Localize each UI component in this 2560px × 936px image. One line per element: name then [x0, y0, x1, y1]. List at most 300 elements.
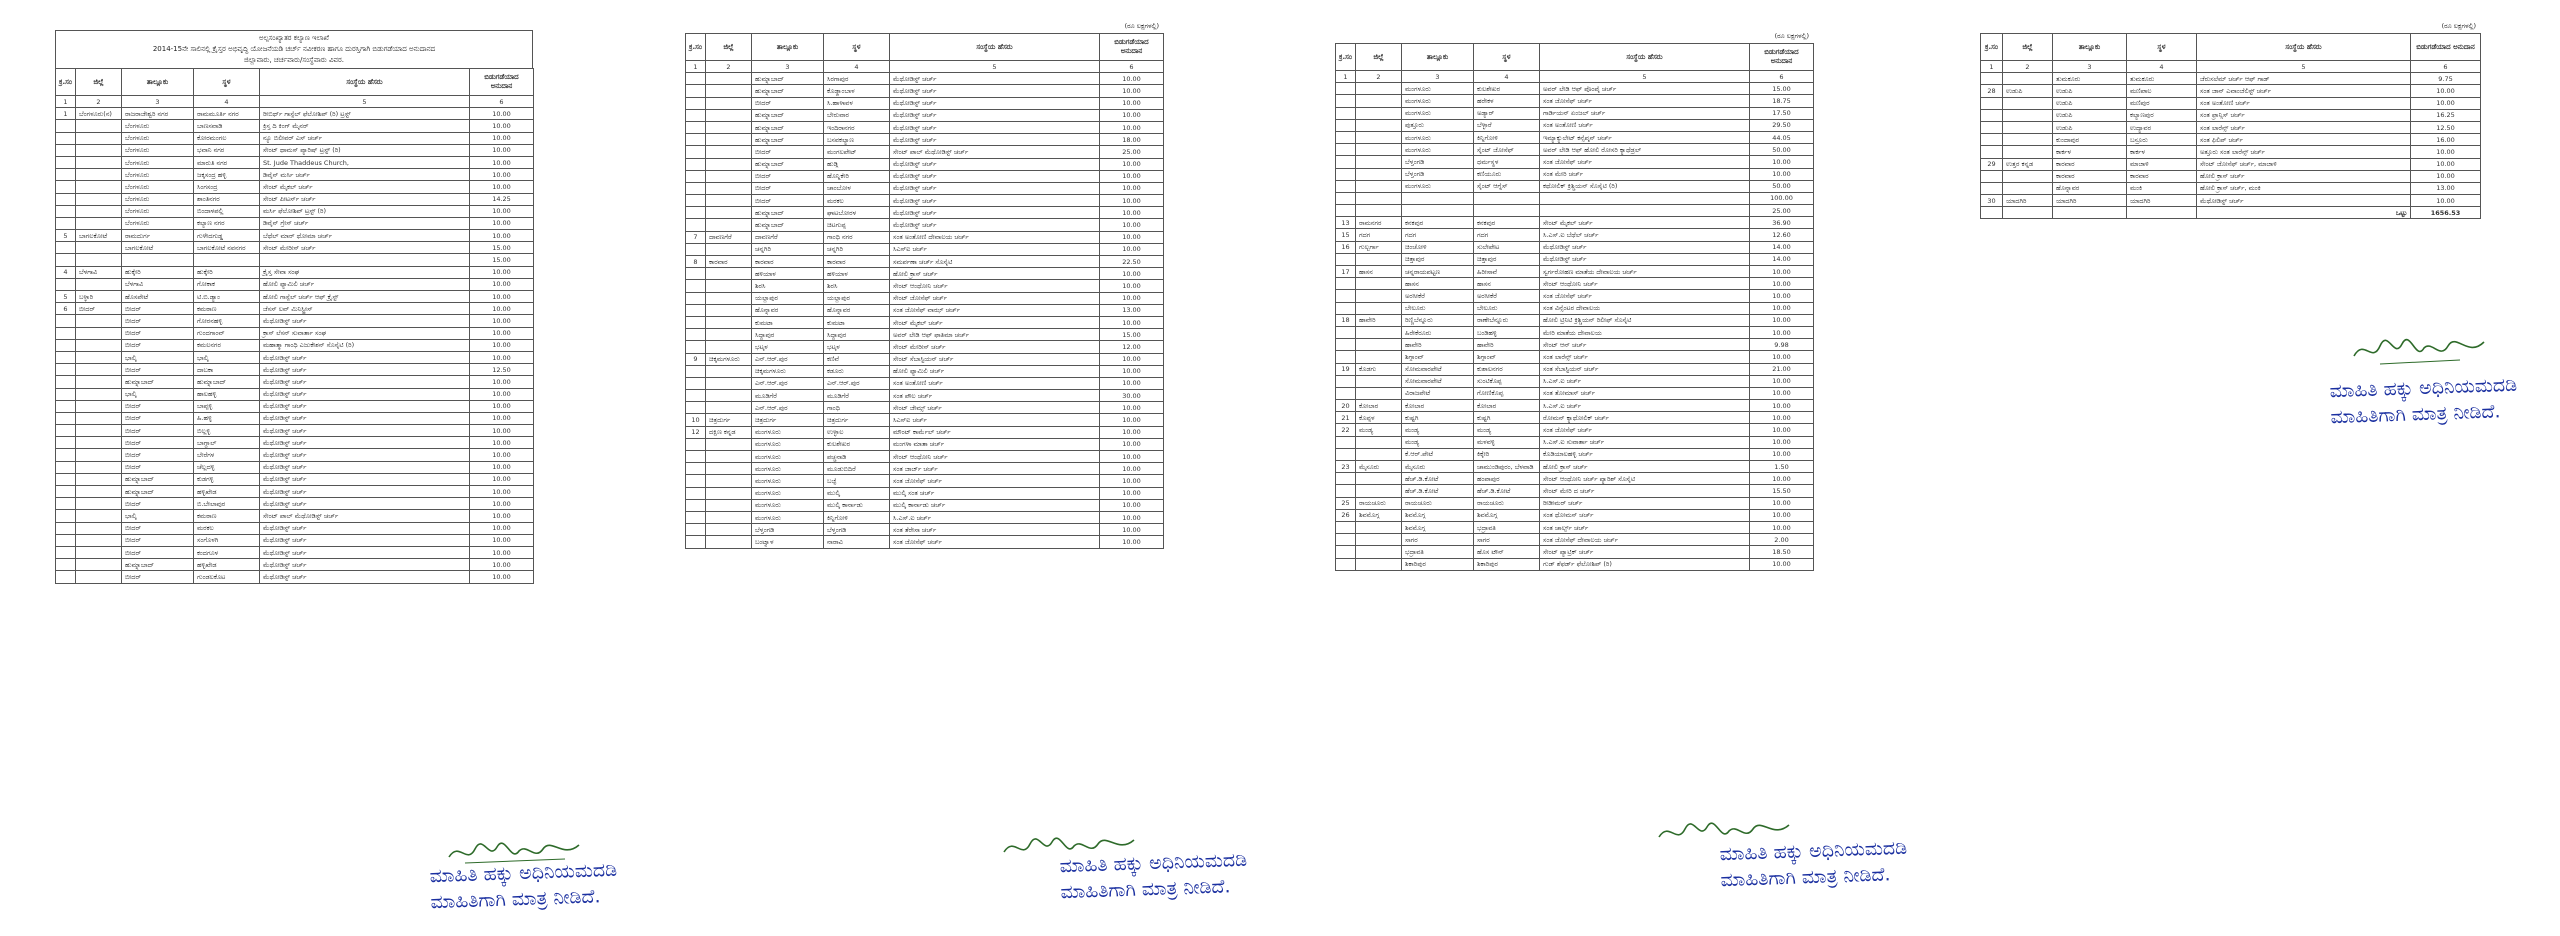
serial-cell [56, 364, 76, 376]
table-row [686, 195, 1164, 207]
district-cell [2003, 97, 2053, 109]
table-row [686, 329, 1164, 341]
table-row [1336, 400, 1814, 412]
serial-cell [56, 388, 76, 400]
table-row [1981, 158, 2481, 170]
serial-cell [1336, 485, 1356, 497]
document-page-3 [1335, 30, 1813, 571]
table-row [1336, 558, 1814, 570]
table-row [686, 304, 1164, 316]
place-cell: ಕಲ್ಯಾಣಪುರ [2127, 109, 2197, 121]
page-title-block [55, 30, 533, 68]
serial-cell [1336, 302, 1356, 314]
serial-cell [686, 536, 706, 548]
serial-cell [56, 242, 76, 254]
district-cell [706, 402, 752, 414]
district-cell [1356, 144, 1402, 156]
taluk-cell: ಮಂಗಳೂರು [752, 499, 824, 511]
serial-cell [56, 546, 76, 558]
serial-cell [1336, 546, 1356, 558]
taluk-cell: ಗದಗ [1402, 229, 1474, 241]
place-cell: ಮಳವಳ್ಳಿ [1474, 436, 1540, 448]
institution-cell: ಸೇಂಟ್ ಜೋಸೆಫ್ ಚರ್ಚ್ [890, 292, 1100, 304]
institution-cell: ಸಂತ ಅಂತೋಣಿ ದೇವಾಲಯ ಚರ್ಚ್ [890, 231, 1100, 243]
amount-cell: 10.00 [1100, 487, 1164, 499]
serial-cell [1981, 73, 2003, 85]
institution-cell: ಹೋಲಿ ಕ್ರಾಸ್ ಚರ್ಚ್, ಮಂಕಿ [2197, 182, 2411, 194]
institution-cell: ಸೇಂಟ್ ಪಾಲ್ ಮೆಥೋಡಿಸ್ಟ್ ಚರ್ಚ್ [890, 146, 1100, 158]
institution-cell: ಹೋಲಿ ಫ್ಯಾಮಿಲಿ ಚರ್ಚ್ [260, 278, 470, 290]
serial-cell [1336, 387, 1356, 399]
place-cell: ಕಮಲನಗರ [194, 339, 260, 351]
place-cell: ಸಾಗರ [1474, 534, 1540, 546]
institution-cell: ಗಾರ್ಡಿಯನ್ ಏಂಜಲ್ ಚರ್ಚ್ [1540, 107, 1750, 119]
taluk-cell: ಯಾದಗಿರಿ [2053, 195, 2127, 207]
district-cell [1356, 119, 1402, 131]
district-cell: ಹಾವೇರಿ [1356, 314, 1402, 326]
institution-cell: ಅವರ್ ಲೇಡಿ ಆಫ್ ಫಾತಿಮಾ ಚರ್ಚ್ [890, 329, 1100, 341]
district-cell [1356, 278, 1402, 290]
taluk-cell: ಬೆಳ್ತಂಗಡಿ [1402, 156, 1474, 168]
column-number: 1 [1981, 61, 2003, 73]
taluk-cell: ಸೋಮವಾರಪೇಟೆ [1402, 363, 1474, 375]
amount-cell: 18.50 [1750, 546, 1814, 558]
table-row [686, 463, 1164, 475]
amount-cell: 10.00 [470, 181, 534, 193]
institution-cell: ಮೇರಿ ಮಾತೆಯ ದೇವಾಲಯ [1540, 326, 1750, 338]
institution-cell: ಅತ್ತೂರು ಸಂತ ಲಾರೆನ್ಸ್ ಚರ್ಚ್ [2197, 146, 2411, 158]
serial-cell [1336, 339, 1356, 351]
place-cell [1474, 192, 1540, 204]
taluk-cell: ಹುಮ್ನಾಬಾದ್ [752, 134, 824, 146]
table-row [56, 278, 534, 290]
table-row [56, 217, 534, 229]
column-number: 6 [470, 96, 534, 108]
taluk-cell: ಮಂಗಳೂರು [752, 451, 824, 463]
place-cell: ಕಾರವಾರ [824, 256, 890, 268]
column-number: 6 [1750, 71, 1814, 83]
column-header-institution: ಸಂಸ್ಥೆಯ ಹೆಸರು [260, 69, 470, 96]
taluk-cell: ಬೀದರ್ [122, 364, 194, 376]
table-row [1336, 521, 1814, 533]
institution-cell: ಹೋಲಿ ಕ್ರಾಸ್ ಚರ್ಚ್ [890, 268, 1100, 280]
table-row [56, 461, 534, 473]
institution-cell: ಡಿವೈನ್ ಮರ್ಸಿ ಚರ್ಚ್ [260, 169, 470, 181]
serial-cell [56, 169, 76, 181]
district-cell [1356, 436, 1402, 448]
amount-cell: 10.00 [470, 522, 534, 534]
serial-cell [56, 376, 76, 388]
taluk-cell: ಬೆಂಗಳೂರು [122, 120, 194, 132]
place-cell: ಶಿಗ್ಗಾಂವ್ [1474, 351, 1540, 363]
serial-cell [1336, 180, 1356, 192]
amount-cell: 22.50 [1100, 256, 1164, 268]
amount-cell: 10.00 [1750, 351, 1814, 363]
taluk-cell: ಬೀದರ್ [122, 461, 194, 473]
institution-cell: ಕೊಡಿಯಾಲಹಳ್ಳಿ ಚರ್ಚ್ [1540, 448, 1750, 460]
amount-cell: 10.00 [1100, 170, 1164, 182]
table-row [686, 511, 1164, 523]
amount-cell: 10.00 [470, 169, 534, 181]
amount-cell: 25.00 [1100, 146, 1164, 158]
amount-cell: 13.00 [1100, 304, 1164, 316]
column-number: 6 [2411, 61, 2481, 73]
place-cell: ಬಾಪ್ಪಳ್ಳಿ [194, 400, 260, 412]
place-cell: ನಾರಾವಿ [824, 536, 890, 548]
table-row [56, 510, 534, 522]
place-cell: ಬೇರುವಾರ [824, 109, 890, 121]
amount-cell: 10.00 [1100, 121, 1164, 133]
table-row [1336, 314, 1814, 326]
amount-cell: 10.00 [470, 559, 534, 571]
place-cell: ಮೂಡುಬಿದಿರೆ [824, 463, 890, 475]
taluk-cell: ಯಲ್ಲಾಪುರ [752, 292, 824, 304]
serial-cell [686, 85, 706, 97]
institution-cell: ಕಥೋಲಿಕ್ ಕ್ರಿಶ್ಚಿಯನ್ ಸೊಸೈಟಿ (ರಿ) [1540, 180, 1750, 192]
taluk-cell: ಹುಮ್ನಾಬಾದ್ [122, 376, 194, 388]
amount-cell: 10.00 [470, 351, 534, 363]
place-cell: ಮುಲ್ಕಿ ಕಾರ್ನಾಡು [824, 499, 890, 511]
place-cell: ಸೈಂಟ್ ಜೋಸೆಫ್ [1474, 144, 1540, 156]
institution-cell: ಹೋಲಿ ಕ್ರಾಸ್ ಚರ್ಚ್ [2197, 170, 2411, 182]
institution-cell: ಮೆಥೋಡಿಸ್ಟ್ ಚರ್ಚ್ [260, 559, 470, 571]
table-row [1336, 363, 1814, 375]
institution-cell: ಮೆಥೋಡಿಸ್ಟ್ ಚರ್ಚ್ [890, 158, 1100, 170]
amount-cell: 36.90 [1750, 217, 1814, 229]
institution-cell [1540, 205, 1750, 217]
district-cell [706, 158, 752, 170]
place-cell: ಸಿರಗಾಪುರ [824, 73, 890, 85]
institution-cell: ಮೆಥೋಡಿಸ್ಟ್ ಚರ್ಚ್ [260, 388, 470, 400]
serial-cell: 1 [56, 108, 76, 120]
district-cell: ಯಾದಗಿರಿ [2003, 195, 2053, 207]
taluk-cell: ಹುಮ್ನಾಬಾದ್ [752, 109, 824, 121]
table-row [686, 377, 1164, 389]
place-cell: ಗದಗ [1474, 229, 1540, 241]
serial-cell [56, 327, 76, 339]
institution-cell: ಸಂತ ಜೋಸೆಫ್ ಚರ್ಚ್ [890, 475, 1100, 487]
taluk-cell: ಹುಮ್ನಾಬಾದ್ [752, 219, 824, 231]
place-cell: ಹುಡ್ಗಿ [824, 158, 890, 170]
district-cell [1356, 83, 1402, 95]
district-cell [706, 390, 752, 402]
taluk-cell: ಎನ್.ಆರ್.ಪುರ [752, 377, 824, 389]
table-row [1336, 229, 1814, 241]
institution-cell: ಅವರ್ ಲೇಡಿ ಆಫ್ ಪೊಂಪೈ ಚರ್ಚ್ [1540, 83, 1750, 95]
amount-cell: 10.00 [470, 546, 534, 558]
district-cell [706, 341, 752, 353]
taluk-cell: ಚಿಕ್ಕಮಗಳೂರು [752, 365, 824, 377]
place-cell: ಚಿತ್ರದುರ್ಗ [824, 414, 890, 426]
document-page-2 [685, 20, 1163, 549]
rti-stamp [2329, 372, 2518, 431]
amount-cell: 10.00 [1100, 499, 1164, 511]
amount-cell: 10.00 [1750, 278, 1814, 290]
institution-cell: ಮೆಥೋಡಿಸ್ಟ್ ಚರ್ಚ್ [260, 364, 470, 376]
table-row [56, 425, 534, 437]
place-cell: ಸಂಗೊಳಗಿ [194, 534, 260, 546]
taluk-cell: ಬೀದರ್ [752, 97, 824, 109]
place-cell: ಗೋಣಿಕೊಪ್ಪ [1474, 387, 1540, 399]
institution-cell: ಸಂತ ಸೆಬಾಸ್ಟಿಯನ್ ಚರ್ಚ್ [1540, 363, 1750, 375]
serial-cell [686, 207, 706, 219]
taluk-cell: ಬೀದರ್ [122, 449, 194, 461]
amount-cell: 10.00 [470, 412, 534, 424]
institution-cell: ಸೇಂಟ್ ಮೇರೀಸ್ ಚರ್ಚ್ [890, 341, 1100, 353]
institution-cell: ಸಿ.ಎಸ್.ಐ ಚರ್ಚ್ [1540, 375, 1750, 387]
amount-cell: 10.00 [1100, 353, 1164, 365]
place-cell: ಭಾಲ್ಕಿ [194, 351, 260, 363]
district-cell [76, 412, 122, 424]
table-row [686, 268, 1164, 280]
table-row [56, 120, 534, 132]
table-row [56, 205, 534, 217]
institution-cell: ಸಂತ ವಿನ್ಸೆಂಟರ ದೇವಾಲಯ [1540, 302, 1750, 314]
place-cell: ಚನ್ನಗಿರಿ [824, 243, 890, 255]
place-cell: ಟಿ.ಬಿ.ಡ್ಯಾಂ [194, 291, 260, 303]
table-row [686, 97, 1164, 109]
taluk-cell: ಬೀದರ್ [122, 498, 194, 510]
serial-cell [56, 156, 76, 168]
taluk-cell: ರಿಣ್ಣಿಬೆನ್ನೂರು [1402, 314, 1474, 326]
place-cell: ಬಾಗಲಕೋಟೆ ನವನಗರ [194, 242, 260, 254]
institution-cell: ಸೇಂಟ್ ಮೈಕಲ್ ಚರ್ಚ್ [260, 181, 470, 193]
institution-cell: ಸಂತ ಲಾರೆನ್ಸ್ ಚರ್ಚ್ [1540, 351, 1750, 363]
institution-cell: ಮೆಥೋಡಿಸ್ಟ್ ಚರ್ಚ್ [260, 400, 470, 412]
institution-cell: ಸಂತ ಜೋಸೆಫ್ ಚರ್ಚ್ [1540, 290, 1750, 302]
amount-cell: 10.00 [1750, 387, 1814, 399]
taluk-cell: ಮಂಗಳೂರು [752, 438, 824, 450]
table-row [1336, 107, 1814, 119]
serial-cell [686, 438, 706, 450]
amount-cell: 10.00 [470, 473, 534, 485]
table-row [686, 402, 1164, 414]
district-cell [706, 207, 752, 219]
column-number: 4 [2127, 61, 2197, 73]
serial-cell [56, 559, 76, 571]
place-cell: ಕಾರವಾರ [2127, 170, 2197, 182]
taluk-cell: ಮಂಗಳೂರು [752, 475, 824, 487]
institution-cell: ಮೆಥೋಡಿಸ್ಟ್ ಚರ್ಚ್ [260, 546, 470, 558]
district-cell [1356, 521, 1402, 533]
place-cell: ಭದ್ರಾವತಿ [1474, 521, 1540, 533]
table-row [1336, 546, 1814, 558]
column-number-row [56, 96, 534, 108]
table-row [1336, 497, 1814, 509]
serial-cell: 4 [56, 266, 76, 278]
serial-cell [686, 316, 706, 328]
taluk-cell: ಎನ್.ಆರ್.ಪುರ [752, 402, 824, 414]
column-header-taluk: ತಾಲ್ಲೂಕು [122, 69, 194, 96]
rti-stamp [1059, 847, 1248, 906]
amount-cell: 15.00 [1100, 329, 1164, 341]
serial-cell: 12 [686, 426, 706, 438]
place-cell: ರಾಯಚೂರು [1474, 497, 1540, 509]
institution-cell: ಸಂತ ಜೋಸೆಫ್ ಚರ್ಚ್ [890, 536, 1100, 548]
serial-cell [686, 195, 706, 207]
taluk-cell: ಬಾಗಲಕೋಟೆ [122, 242, 194, 254]
serial-cell [56, 571, 76, 583]
taluk-cell: ಉಡುಪಿ [2053, 121, 2127, 133]
taluk-cell: ಬೇಲೂರು [1402, 302, 1474, 314]
taluk-cell: ರಾಜರಾಜೇಶ್ವರಿ ನಗರ [122, 108, 194, 120]
serial-cell [1336, 119, 1356, 131]
institution-cell: ಬೆಥೆಲ್ ಮಾರ್ ಥೋಮಾ ಚರ್ಚ್ [260, 230, 470, 242]
taluk-cell: ಮಂಗಳೂರು [752, 487, 824, 499]
district-cell [76, 205, 122, 217]
table-row [56, 498, 534, 510]
table-row [686, 316, 1164, 328]
table-row [1981, 97, 2481, 109]
column-header-taluk: ತಾಲ್ಲೂಕು [2053, 34, 2127, 61]
table-row [1981, 182, 2481, 194]
district-cell [1356, 95, 1402, 107]
institution-cell: ಮೆಥೋಡಿಸ್ಟ್ ಚರ್ಚ್ [890, 97, 1100, 109]
column-number: 3 [1402, 71, 1474, 83]
serial-cell: 5 [56, 291, 76, 303]
table-row [56, 230, 534, 242]
taluk-cell: ಬೀದರ್ [122, 339, 194, 351]
place-cell: ಮಂಗಲಪೇಟ್ [824, 146, 890, 158]
serial-cell [56, 351, 76, 363]
table-row [686, 341, 1164, 353]
institution-cell: ಜೆರುಸಲೆಮ್ ಚರ್ಚ್ ಆಫ್ ಗಾಡ್ [2197, 73, 2411, 85]
stamp-line-1: ಮಾಹಿತಿ ಹಕ್ಕು ಅಧಿನಿಯಮದಡಿ [1719, 836, 1908, 866]
district-cell [1356, 302, 1402, 314]
taluk-cell: ಹುಮ್ನಾಬಾದ್ [752, 121, 824, 133]
district-cell [2003, 146, 2053, 158]
taluk-cell: ಉಡುಪಿ [2053, 85, 2127, 97]
taluk-cell: ಕಾರ್ಕಳ [2053, 146, 2127, 158]
district-cell [706, 121, 752, 133]
amount-cell: 9.98 [1750, 339, 1814, 351]
serial-cell [686, 243, 706, 255]
taluk-cell: ಮೂಡಿಗೆರೆ [752, 390, 824, 402]
place-cell: ಚೆಲ್ಲದಳ್ಳಿ [194, 461, 260, 473]
taluk-cell: ಶಿಕಾರಿಪುರ [1402, 558, 1474, 570]
column-number: 2 [2003, 61, 2053, 73]
institution-cell: ಸ್ವರ್ಗರೋಹಣ ಮಾತೆಯ ದೇವಾಲಯ ಚರ್ಚ್ [1540, 266, 1750, 278]
total-row [1981, 207, 2481, 219]
taluk-cell: ಬೀದರ್ [122, 327, 194, 339]
stamp-line-2: ಮಾಹಿತಿಗಾಗಿ ಮಾತ್ರ ನೀಡಿದೆ. [1060, 875, 1231, 904]
place-cell: ಬಿ.ಬೇಲಾಪುರ [194, 498, 260, 510]
place-cell: ಶಿವಮೊಗ್ಗ [1474, 509, 1540, 521]
district-cell [76, 120, 122, 132]
district-cell [76, 315, 122, 327]
table-row [56, 132, 534, 144]
column-header-district: ಜಿಲ್ಲೆ [2003, 34, 2053, 61]
amount-cell: 10.00 [2411, 195, 2481, 207]
amount-cell: 10.00 [1100, 207, 1164, 219]
institution-cell: ಮೆಥೋಡಿಸ್ಟ್ ಚರ್ಚ್ [1540, 241, 1750, 253]
document-page-4 [1980, 20, 2480, 219]
taluk-cell: ಚಿಂಚೋಳಿ [1402, 241, 1474, 253]
serial-cell [1336, 534, 1356, 546]
district-cell [76, 400, 122, 412]
place-cell: ಸುಲೇಪೇಟ [1474, 241, 1540, 253]
table-row [686, 109, 1164, 121]
place-cell: ಕುಡಗಳ್ಳಿ [194, 473, 260, 485]
table-row [686, 134, 1164, 146]
stamp-line-1: ಮಾಹಿತಿ ಹಕ್ಕು ಅಧಿನಿಯಮದಡಿ [429, 858, 618, 888]
table-row [686, 182, 1164, 194]
district-cell [706, 146, 752, 158]
institution-cell: ಸಿ.ಎಸ್.ಐ ಸುವಾರ್ತಾ ಚರ್ಚ್ [1540, 436, 1750, 448]
table-row [1336, 436, 1814, 448]
serial-cell [686, 402, 706, 414]
place-cell: ಕೋರಮಂಗಲ [194, 132, 260, 144]
amount-cell: 18.75 [1750, 95, 1814, 107]
table-row [56, 571, 534, 583]
taluk-cell: ಹಾಸನ [1402, 278, 1474, 290]
district-cell [76, 217, 122, 229]
place-cell: ಬಸವಕಲ್ಯಾಣ [824, 134, 890, 146]
taluk-cell: ಬೀದರ್ [122, 303, 194, 315]
amount-cell: 10.00 [1100, 463, 1164, 475]
table-row [1336, 131, 1814, 143]
column-header-district: ಜಿಲ್ಲೆ [76, 69, 122, 96]
district-cell [76, 522, 122, 534]
institution-cell: ಮಂಗಳಾ ಮಾತಾ ಚರ್ಚ್ [890, 438, 1100, 450]
taluk-cell: ಭಾಲ್ಕಿ [122, 351, 194, 363]
table-row [1336, 448, 1814, 460]
place-cell: ಉದ್ಯಾವರ [2127, 121, 2197, 133]
amount-cell: 10.00 [470, 571, 534, 583]
amount-cell: 50.00 [1750, 144, 1814, 156]
unit-label: (ರೂ ಲಕ್ಷಗಳಲ್ಲಿ) [2441, 22, 2476, 30]
serial-cell [686, 487, 706, 499]
amount-cell: 10.00 [470, 156, 534, 168]
taluk-cell: ಕುಷ್ಟಗಿ [1402, 412, 1474, 424]
district-cell [1356, 546, 1402, 558]
institution-cell: ಸಂತ ಅಂತೋಣಿ ಚರ್ಚ್ [890, 377, 1100, 389]
amount-cell: 12.60 [1750, 229, 1814, 241]
taluk-cell: ಸಿದ್ದಾಪುರ [752, 329, 824, 341]
district-cell [706, 438, 752, 450]
rti-stamp [429, 857, 618, 916]
stamp-line-1: ಮಾಹಿತಿ ಹಕ್ಕು ಅಧಿನಿಯಮದಡಿ [1059, 848, 1248, 878]
place-cell: ಕುಶಾಲನಗರ [1474, 363, 1540, 375]
taluk-cell: ಬೀದರ್ [122, 571, 194, 583]
taluk-cell: ಬೆಳ್ತಂಗಡಿ [1402, 168, 1474, 180]
district-cell [1356, 387, 1402, 399]
serial-cell [56, 510, 76, 522]
place-cell: ಸೈಂಟ್ ಆಗ್ನೆಸ್ [1474, 180, 1540, 192]
table-row [686, 426, 1164, 438]
taluk-cell: ಮಂಗಳೂರು [752, 426, 824, 438]
place-cell: ತುಮಕೂರು [2127, 73, 2197, 85]
table-row [686, 85, 1164, 97]
serial-cell [1336, 375, 1356, 387]
table-row [56, 412, 534, 424]
table-row [686, 475, 1164, 487]
institution-cell: ಸೇಂಟ್ ಪಾಲ್ ಮೆಥೋಡಿಸ್ಟ್ ಚರ್ಚ್ [260, 510, 470, 522]
amount-cell: 10.00 [1100, 182, 1164, 194]
table-row [56, 486, 534, 498]
table-row [1336, 144, 1814, 156]
column-header-sl: ಕ್ರ.ಸಂ [1981, 34, 2003, 61]
table-row [1336, 290, 1814, 302]
institution-cell: ನ್ಯೂ ಬಿಲೀವರ್ ಎಸ್ ಚರ್ಚ್ [260, 132, 470, 144]
institution-cell: ಮೆಥೋಡಿಸ್ಟ್ ಚರ್ಚ್ [260, 412, 470, 424]
place-cell: ಮುಲ್ಕಿ [824, 487, 890, 499]
district-cell [1356, 156, 1402, 168]
amount-cell: 10.00 [1750, 497, 1814, 509]
amount-cell: 14.00 [1750, 241, 1814, 253]
amount-cell: 14.25 [470, 193, 534, 205]
district-cell [1356, 253, 1402, 265]
